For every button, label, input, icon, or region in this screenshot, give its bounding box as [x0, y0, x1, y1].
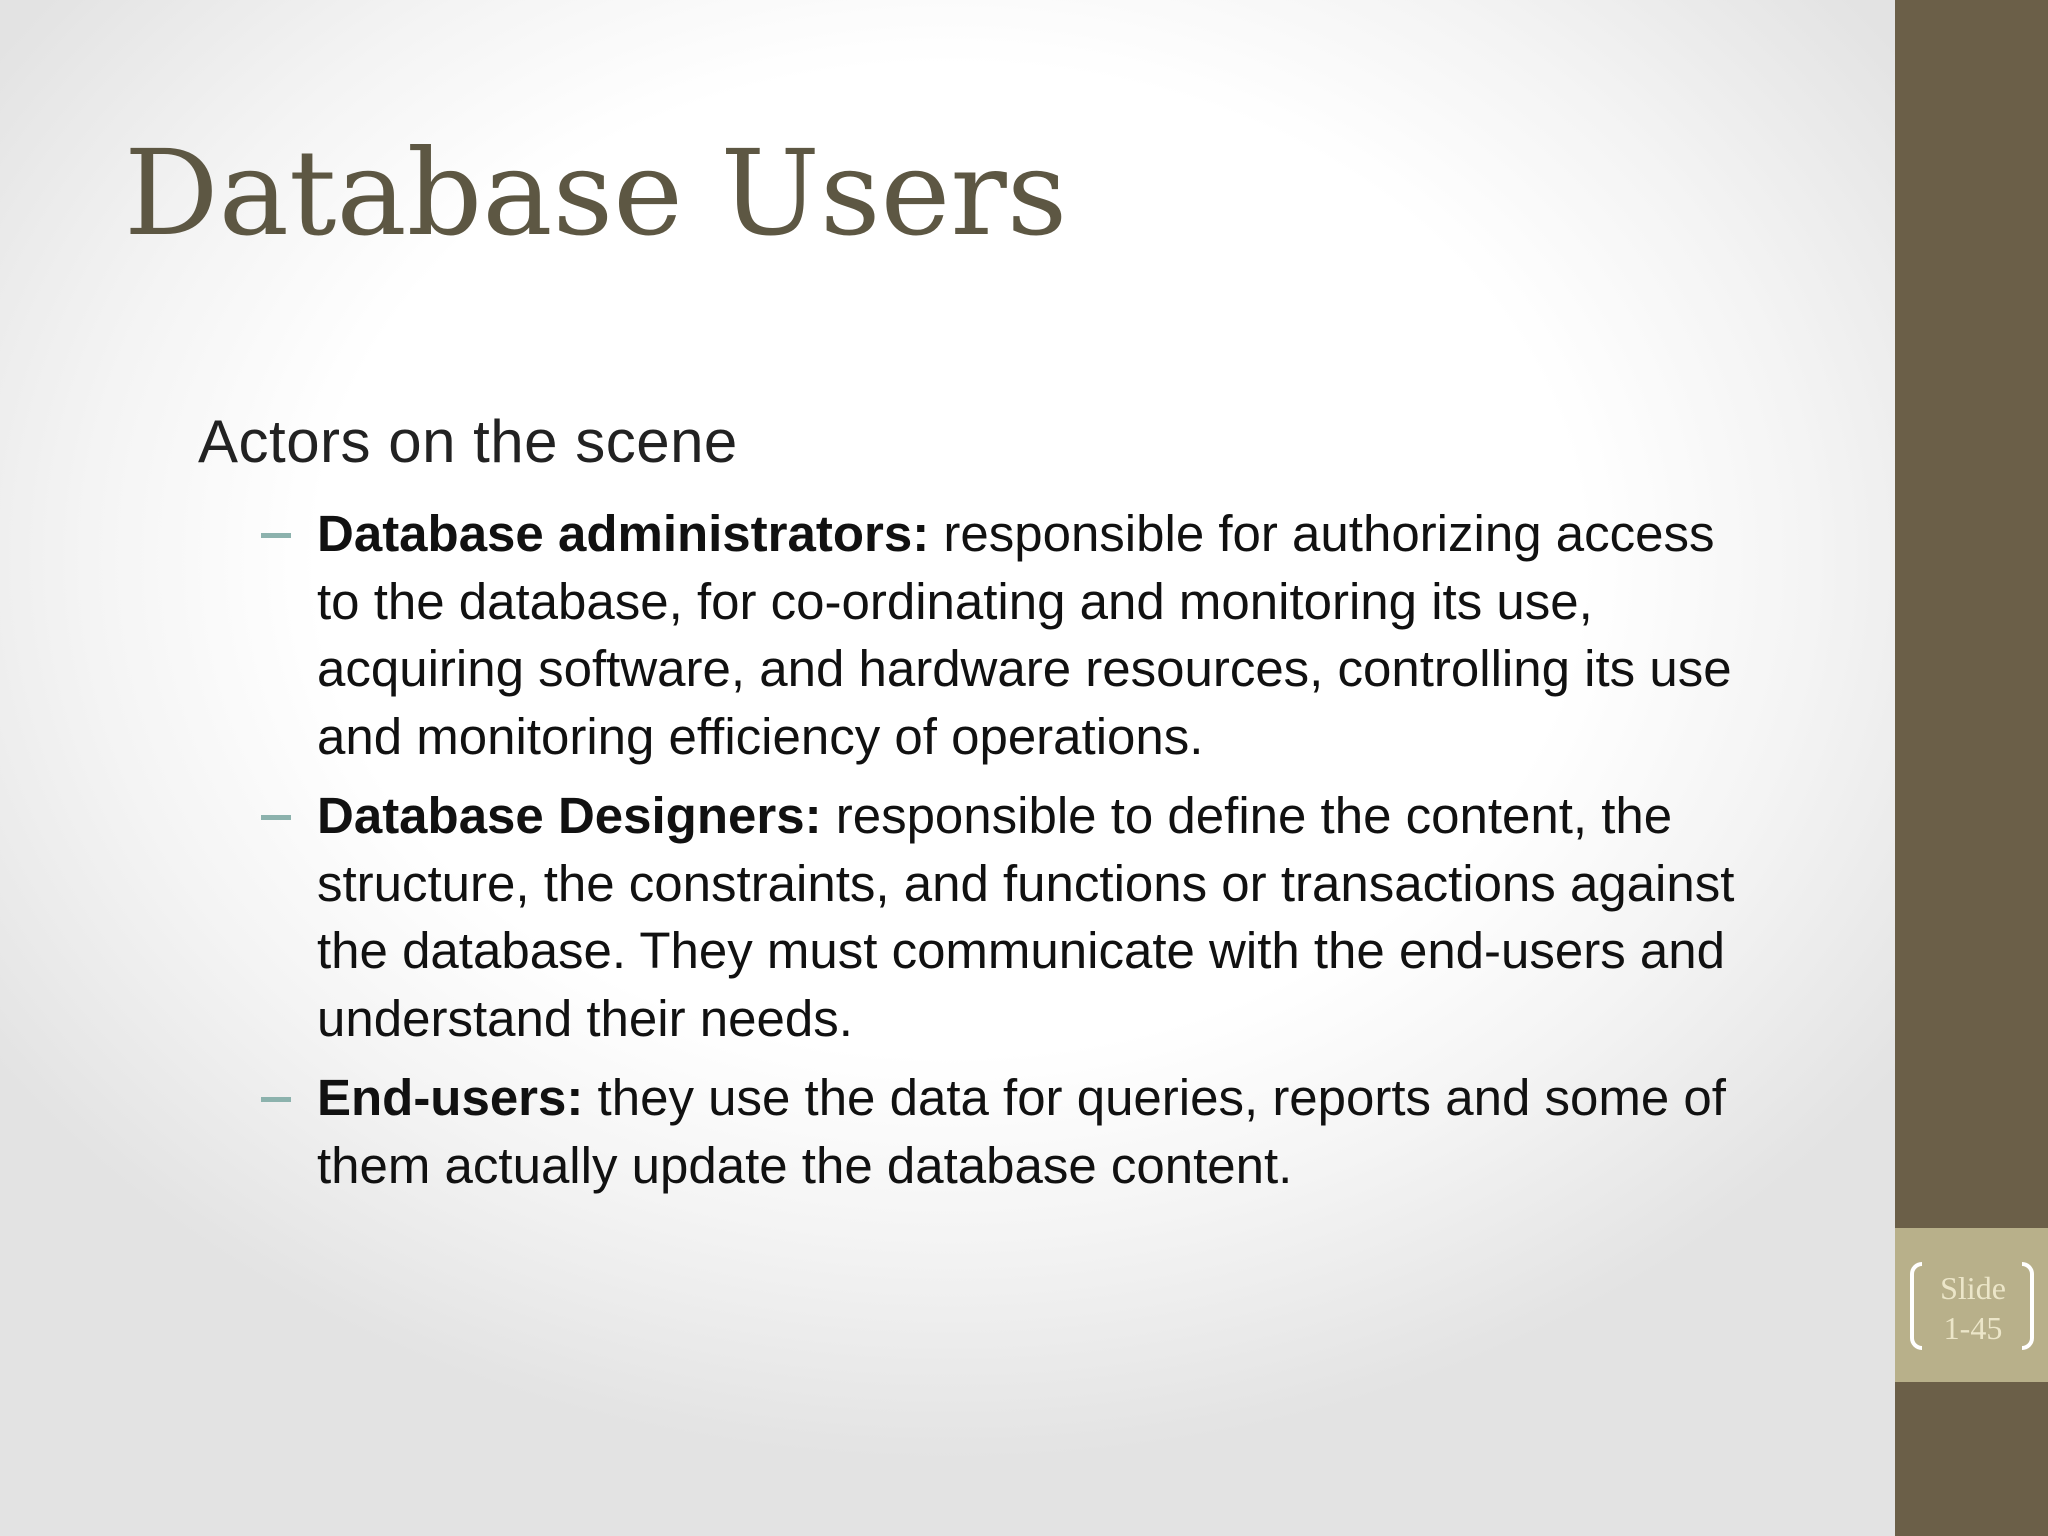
item-text: responsible for authorizing access to the database, for co-ordinating and monitoring its use, acquiring software, and hardware resources, controlling its use and monitoring efficiency of operations. — [317, 505, 1732, 765]
item-term: Database administrators: — [317, 505, 930, 562]
dash-bullet-icon — [261, 1097, 291, 1102]
item-term: End-users: — [317, 1069, 584, 1126]
slide-body — [198, 402, 1758, 1211]
bullet-list — [198, 500, 1758, 1199]
dash-bullet-icon — [261, 815, 291, 820]
item-text: they use the data for queries, reports and some of them actually update the database content. — [317, 1069, 1726, 1194]
dash-bullet-icon — [261, 533, 291, 538]
section-heading: Actors on the scene — [198, 408, 738, 475]
slide-number — [1925, 1268, 2021, 1348]
right-bracket-icon — [2022, 1262, 2034, 1350]
slide-number-label: Slide — [1940, 1270, 2006, 1306]
slide-number-value: 1-45 — [1943, 1310, 2003, 1346]
slide-title: Database Users — [124, 124, 1068, 262]
list-item — [198, 500, 1758, 770]
item-term: Database Designers: — [317, 787, 822, 844]
list-item — [198, 1064, 1758, 1199]
item-text: responsible to define the content, the structure, the constraints, and functions or transactions against the database. They must communicate with the end-users and understand their needs. — [317, 787, 1735, 1047]
list-item — [198, 782, 1758, 1052]
left-bracket-icon — [1910, 1262, 1922, 1350]
